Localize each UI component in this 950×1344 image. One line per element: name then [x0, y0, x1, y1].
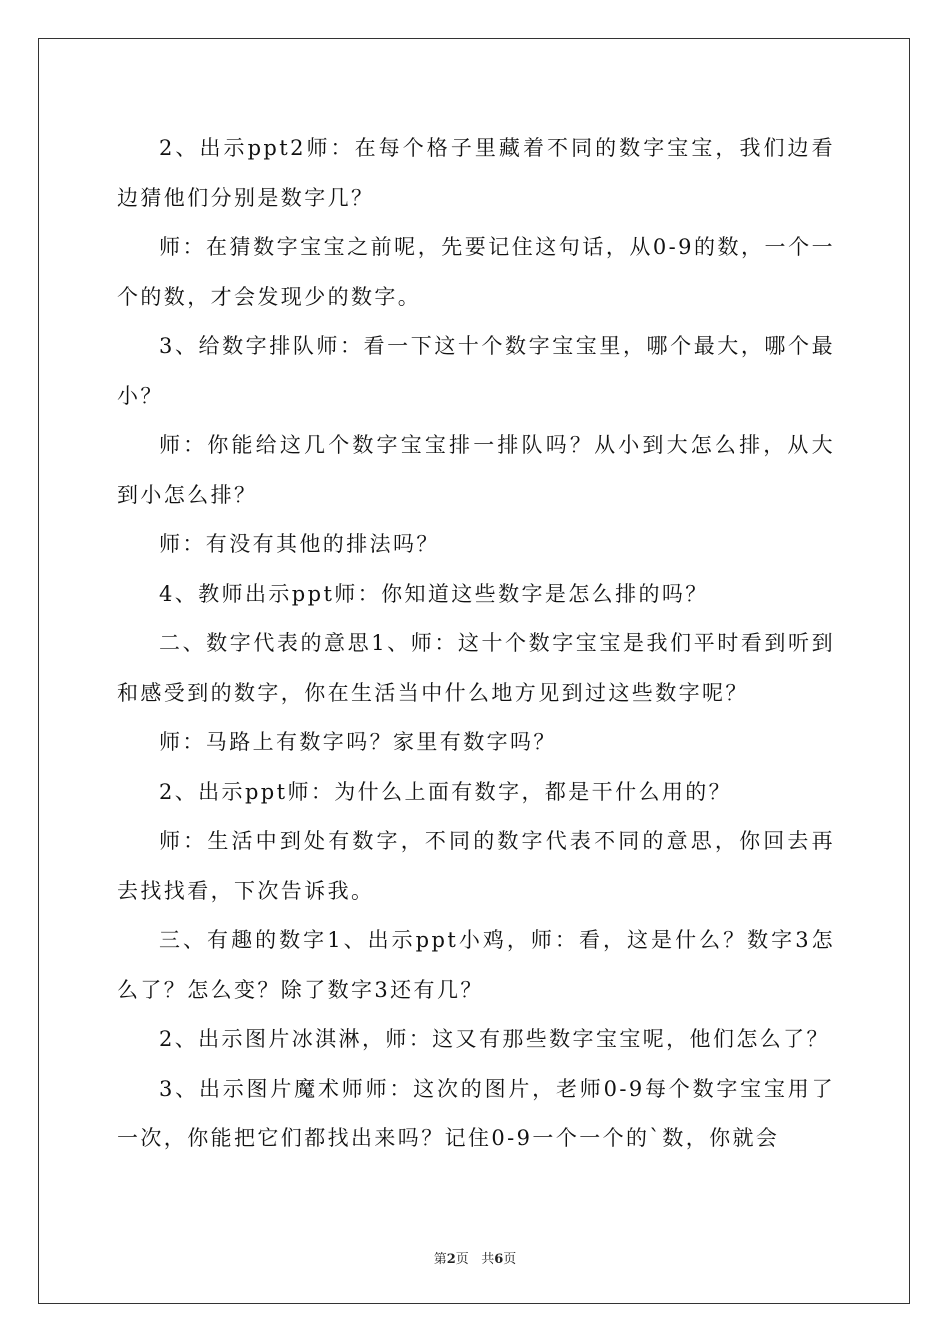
paragraph: 2、出示图片冰淇淋，师：这又有那些数字宝宝呢，他们怎么了？: [159, 1027, 830, 1051]
footer-page-suffix: 页: [455, 1252, 469, 1267]
total-page-number: 6: [494, 1252, 504, 1267]
paragraph: 2、出示ppt2师：在每个格子里藏着不同的数字宝宝，我们边看边猜他们分别是数字几？: [117, 136, 835, 210]
paragraph: 师：有没有其他的排法吗？: [159, 532, 440, 556]
paragraph: 师：你能给这几个数字宝宝排一排队吗？从小到大怎么排，从大到小怎么排？: [117, 433, 835, 507]
footer-total-suffix: 页: [503, 1252, 517, 1267]
paragraph: 三、有趣的数字1、出示ppt小鸡，师：看，这是什么？数字3怎么了？怎么变？除了数字3还有几？: [117, 928, 835, 1002]
document-body: [117, 124, 835, 1164]
paragraph: 二、数字代表的意思1、师：这十个数字宝宝是我们平时看到听到和感受到的数字，你在生活当中什么地方见到过这些数字呢？: [117, 631, 835, 705]
paragraph: 3、出示图片魔术师师：这次的图片，老师0-9每个数字宝宝用了一次，你能把它们都找出来吗？记住0-9一个一个的`数，你就会: [117, 1076, 835, 1150]
paragraph: 师：在猜数字宝宝之前呢，先要记住这句话，从0-9的数，一个一个的数，才会发现少的数字。: [117, 235, 835, 309]
paragraph: 师：生活中到处有数字，不同的数字代表不同的意思，你回去再去找找看，下次告诉我。: [117, 829, 835, 903]
paragraph: 4、教师出示ppt师：你知道这些数字是怎么排的吗？: [159, 581, 709, 606]
current-page-number: 2: [446, 1252, 456, 1267]
paragraph: 师：马路上有数字吗？家里有数字吗？: [159, 730, 557, 754]
footer-total-prefix: 共: [481, 1252, 495, 1267]
footer-prefix: 第: [433, 1252, 447, 1267]
paragraph: 3、给数字排队师：看一下这十个数字宝宝里，哪个最大，哪个最小？: [117, 334, 835, 408]
page-footer: [0, 1248, 950, 1267]
paragraph: 2、出示ppt师：为什么上面有数字，都是干什么用的？: [159, 779, 733, 804]
